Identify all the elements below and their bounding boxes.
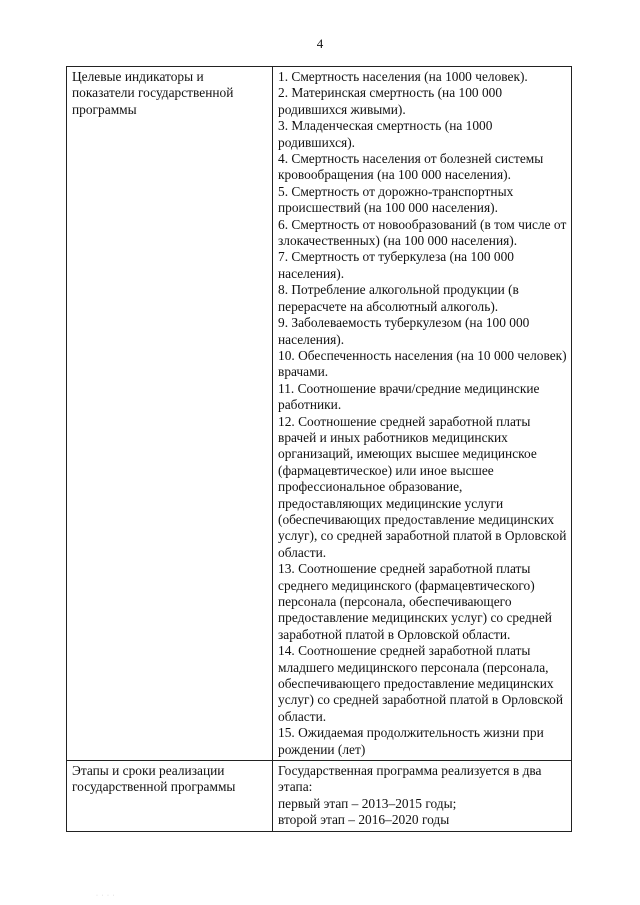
list-item: 2. Материнская смертность (на 100 000 родившихся живыми).	[278, 85, 503, 117]
list-item: второй этап – 2016–2020 годы	[278, 812, 450, 828]
stages-text	[273, 761, 572, 832]
list-item: 9. Заболеваемость туберкулезом (на 100 000 населения).	[278, 315, 530, 347]
list-item: 8. Потребление алкогольной продукции (в перерасчете на абсолютный алкоголь).	[278, 282, 519, 314]
row-label-stages: Этапы и сроки реализации государственной программы	[67, 761, 273, 832]
list-item: 6. Смертность от новообразований (в том числе от злокачественных) (на 100 000 населения).	[278, 216, 567, 249]
list-item: 15. Ожидаемая продолжительность жизни при рождении (лет)	[278, 725, 544, 757]
list-item: 10. Обеспеченность населения (на 10 000 человек) врачами.	[278, 347, 567, 380]
list-item: 11. Соотношение врачи/средние медицинские работники.	[278, 380, 540, 413]
table-row	[67, 761, 572, 832]
scan-mark: · · · ·	[96, 893, 116, 899]
page-number: 4	[316, 36, 324, 51]
list-item: 12. Соотношение средней заработной платы врачей и иных работников медицинских организаций, имеющих высшее медицинское (фармацевтическое) или иное высшее профессиональное образование, предоставляющих медицинские услуги (обеспечивающих предоставление медицинских услуг), со средней заработной платой в Орловской области.	[278, 413, 567, 560]
list-item: 7. Смертность от туберкулеза (на 100 000 населения).	[278, 249, 514, 281]
list-item: 13. Соотношение средней заработной платы среднего медицинского (фармацевтического) персонала (персонала, обеспечивающего предоставление медицинских услуг) со средней заработной платой в Орловской области.	[278, 561, 552, 642]
row-label-indicators: Целевые индикаторы и показатели государственной программы	[67, 67, 273, 761]
list-item: 1. Смертность населения (на 1000 человек).	[278, 69, 528, 84]
indicators-list	[273, 67, 572, 761]
list-item: Государственная программа реализуется в два этапа:	[278, 763, 542, 795]
list-item: 5. Смертность от дорожно-транспортных происшествий (на 100 000 населения).	[278, 183, 514, 216]
list-item: 4. Смертность населения от болезней системы кровообращения (на 100 000 населения).	[278, 151, 544, 183]
table-row	[67, 67, 572, 761]
program-passport-table	[66, 66, 572, 832]
list-item: первый этап – 2013–2015 годы;	[278, 795, 457, 811]
list-item: 3. Младенческая смертность (на 1000 родившихся).	[278, 118, 493, 150]
list-item: 14. Соотношение средней заработной платы младшего медицинского персонала (персонала, обеспечивающего предоставление медицинских услуг) со средней заработной платой в Орловской области.	[278, 643, 564, 724]
